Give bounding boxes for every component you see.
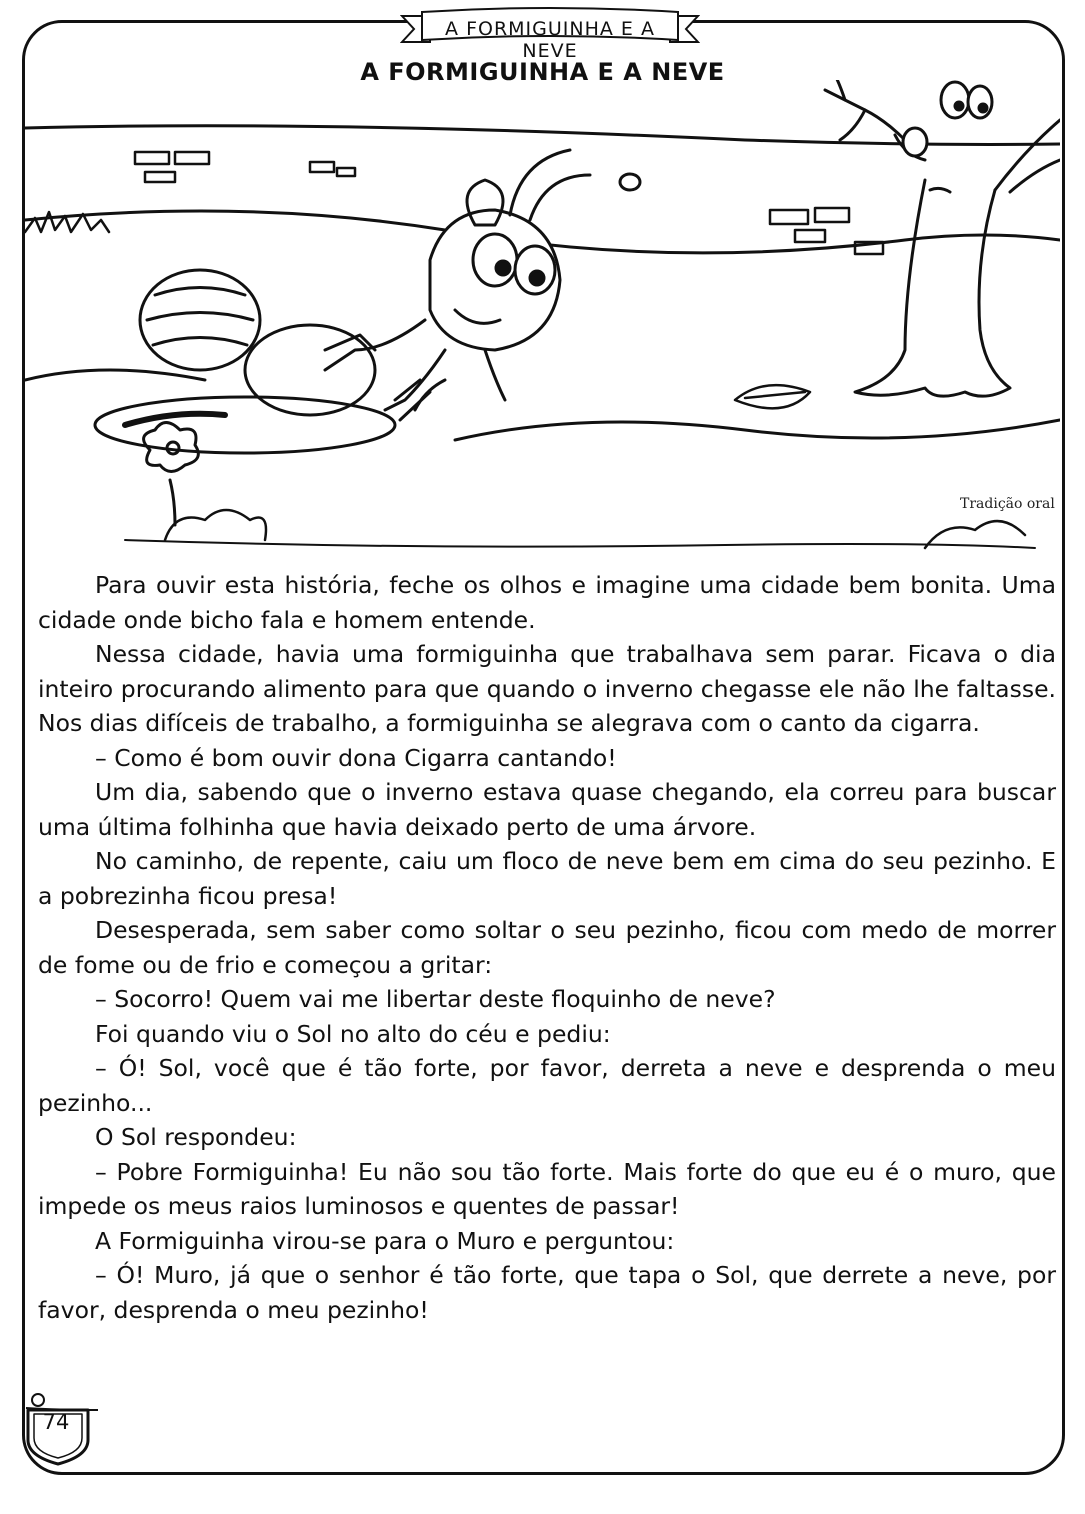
story-text (38, 568, 1056, 1327)
story-illustration (25, 80, 1060, 570)
story-paragraph: Desesperada, sem saber como soltar o seu pezinho, ficou com medo de morrer de fome ou de frio e começou a gritar: (38, 916, 1056, 979)
story-paragraph: Nessa cidade, havia uma formiguinha que trabalhava sem parar. Ficava o dia inteiro procurando alimento para que quando o inverno chegasse ele não lhe faltasse. Nos dias difíceis de trabalho, a formiguinha se alegrava com o canto da cigarra. (38, 640, 1056, 737)
banner-text: A FORMIGUINHA E A NEVE (445, 18, 655, 62)
leaf-icon (735, 385, 810, 408)
story-paragraph: Um dia, sabendo que o inverno estava quase chegando, ela correu para buscar uma última folhinha que havia deixado perto de uma árvore. (38, 778, 1056, 841)
story-paragraph: A Formiguinha virou-se para o Muro e perguntou: (95, 1226, 675, 1255)
story-paragraph: – Socorro! Quem vai me libertar deste floquinho de neve? (95, 985, 776, 1013)
page-number: 74 (42, 1410, 70, 1434)
story-paragraph: – Ó! Muro, já que o senhor é tão forte, que tapa o Sol, que derrete a neve, por favor, desprenda o meu pezinho! (38, 1261, 1056, 1324)
story-paragraph: – Ó! Sol, você que é tão forte, por favor, derreta a neve e desprenda o meu pezinho... (38, 1054, 1056, 1117)
flower-icon (144, 423, 199, 526)
tree-with-face-icon (825, 80, 1060, 396)
page-title: A FORMIGUINHA E A NEVE (360, 58, 725, 86)
story-paragraph: – Pobre Formiguinha! Eu não sou tão forte. Mais forte do que eu é o muro, que impede os meus raios luminosos e quentes de passar! (38, 1157, 1056, 1220)
story-paragraph: No caminho, de repente, caiu um floco de neve bem em cima do seu pezinho. E a pobrezinha ficou presa! (38, 847, 1056, 910)
story-paragraph: O Sol respondeu: (95, 1123, 297, 1151)
story-paragraph: – Como é bom ouvir dona Cigarra cantando! (95, 743, 617, 772)
header-banner (400, 6, 700, 62)
ant-character-icon (95, 150, 640, 453)
story-paragraph: Foi quando viu o Sol no alto do céu e pediu: (95, 1019, 611, 1048)
story-paragraph: Para ouvir esta história, feche os olhos e imagine uma cidade bem bonita. Uma cidade onde bicho fala e homem entende. (38, 571, 1056, 634)
source-credit: Tradição oral (960, 496, 1055, 512)
